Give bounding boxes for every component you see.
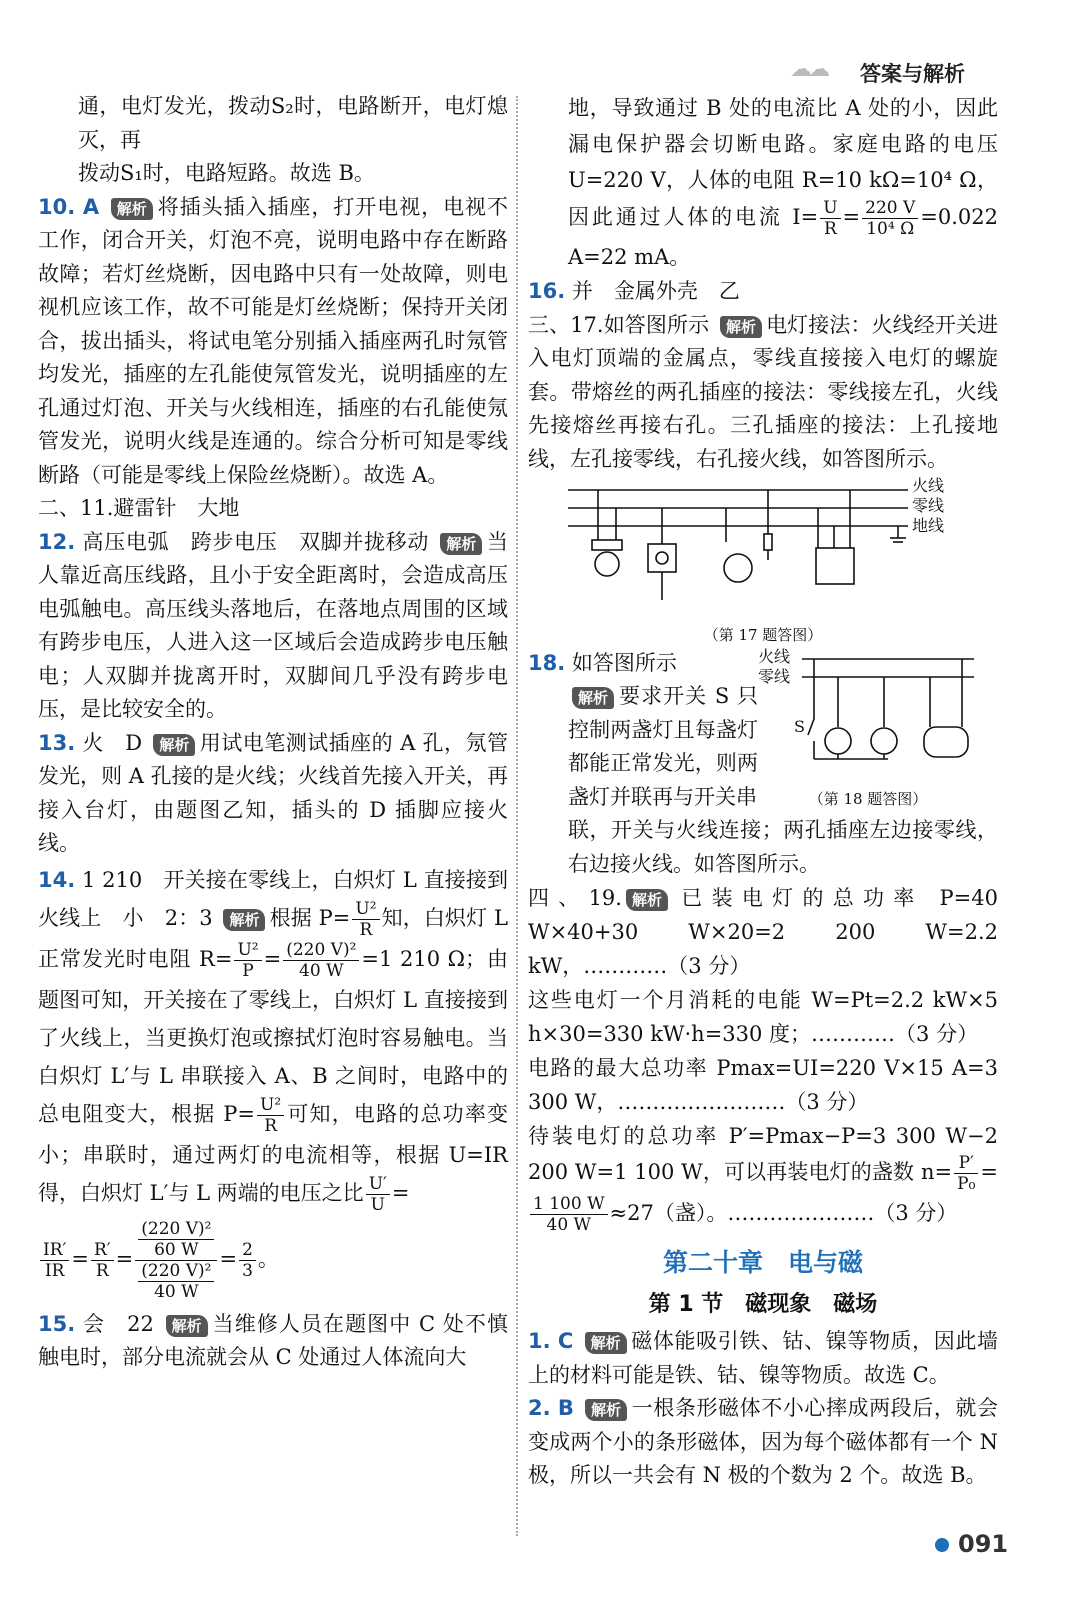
analysis-badge: 解析 [585,1332,627,1354]
live-wire-label: 火线 [758,646,791,666]
analysis-badge: 解析 [720,316,762,338]
page-number-dot-icon [935,1538,949,1552]
ground-wire-label: 地线 [912,516,945,535]
section-answer-2: 2. B 解析 一根条形磁体不小心摔成两段后，就会变成两个小的条形磁体，因为每个磁体都有一个 N 极，所以一共会有 N 极的个数为 2 个。故选 B。 [528,1396,998,1487]
formula-fraction: $\frac{\text{U²}}{R}$ [352,899,379,940]
continued-text: 地，导致通过 B 处的电流比 A 处的小，因此漏电保护器会切断电路。家庭电路的电压 U=220 V，人体的电阻 R=10 kΩ=10⁴ Ω，因此通过人体的电流 I= $\frac{U}{R}$ = $\frac{220 V}{\text{10⁴ Ω}}$ =0.022 A=22 mA。 [568,96,998,269]
analysis-badge: 解析 [223,909,265,931]
answer-15: 15. 会 22 解析 当维修人员在题图中 C 处不慎触电时，部分电流就会从 C 处通过人体流向大 [38,1311,508,1369]
section-answer-1: 1. C 解析 磁体能吸引铁、钴、镍等物质，因此墙上的材料可能是铁、钴、镍等物质。故选 C。 [528,1329,998,1387]
answer-18: 18. 如答图所示 解析 要求开关 S 只控制两盏灯且每盏灯都能正常发光，则两盏灯并联再与开关串 火线 零线 S （第 18 题答图） [528,647,998,815]
formula-fraction: $\frac{\text{U²}}{P}$ [234,940,261,981]
answer-17: 三、17.如答图所示 解析 电灯接法：火线经开关进入电灯顶端的金属点，零线直接接入电灯的螺旋套。带熔丝的两孔插座的接法：零线接左孔，火线先接熔丝再接右孔。三孔插座的接法：上孔接地线，左孔接零线，右孔接火线，如答图所示。 [528,312,999,471]
answer-10: 10. A 解析 将插头插入插座，打开电视，电视不工作，闭合开关，灯泡不亮，说明电路中存在断路故障；若灯丝烧断，因电路中只有一处故障，则电视机应该工作，故不可能是灯丝烧断；保持开关闭合，拔出插头，将试电笔分别插入插座两孔时氖管均发光，插座的左孔能使氖管发光，说明插座的左孔通过灯泡、开关与火线相连，插座的右孔能使氖管发光，说明火线是连通的。综合分析可知是零线断路（可能是零线上保险丝烧断）。故选 A。 [38,194,509,487]
answer-11: 二、11.避雷针 大地 [38,496,240,520]
page-number: 091 [958,1530,1009,1558]
live-wire-label: 火线 [912,476,945,495]
analysis-badge: 解析 [585,1399,627,1421]
circuit-diagram-18 [758,647,978,777]
logo-icon: ☁☁ [790,57,826,82]
figure-17 [528,476,998,647]
answer-14: 14. 1 210 开关接在零线上，白炽灯 L 直接接到火线上 小 2：3 解析 根据 P= $\frac{\text{U²}}{R}$ 知，白炽灯 L 正常发光时电阻 R= $\frac{\text{U²}}{P}$ = $\frac{\text{(220 V)²}}{40 W}$ =1 210 Ω；由题图可知，开关接在了零线上，白炽灯 L 直接接到了火线上，当更换灯泡或擦拭灯泡时容易触电。当白炽灯 L′与 L 串联接入 A、B 之间时，电路中的总电阻变大，根据 P= $\frac{\text{U²}}{R}$ 可知，电路的总功率变小；串联时，通过两灯的电流相等，根据 U=IR 得，白炽灯 L′与 L 两端的电压之比 $\frac{U'}{U}$ = [38,867,508,1215]
analysis-badge: 解析 [153,734,195,756]
chapter-title: 第二十章 电与磁 [662,1248,863,1277]
answer-12: 12. 高压电弧 跨步电压 双脚并拢移动 解析 当人靠近高压线路，且小于安全距离时，会造成高压电弧触电。高压线头落地后，在落地点周围的区域有跨步电压，人进入这一区域后会造成跨步电压触电；人双脚并拢离开时，双脚间几乎没有跨步电压，是比较安全的。 [38,529,509,721]
answer-18-cont: 联，开关与火线连接；两孔插座左边接零线，右边接火线。如答图所示。 [568,818,998,876]
neutral-wire-label: 零线 [912,496,945,515]
ratio-equation: $\frac{IR'}{IR}$ = $\frac{R'}{R}$ = $\frac{\frac{\text{(220 V)²}}{60 W}}{\frac{\text{(220 V)²}}{40 W}}$ = $\frac{2}{3}$ 。 [38,1219,508,1302]
column-divider [516,96,518,1536]
continued-text: 通，电灯发光，拨动S₂时，电路断开，电灯熄灭，再 拨动S₁时，电路短路。故选 B。 [78,94,508,185]
answer-19: 四、19. 解析 已装电灯的总功率 P=40 W×40+30 W×20=2 200 W=2.2 kW，…………（3 分） 这些电灯一个月消耗的电能 W=Pt=2.2 kW×5 h×30=330 kW·h=330 度；…………（3 分） 电路的最大总功率 Pmax=UI=220 V×15 A=3 300 W，……………………（3 分） 待装电灯的总功率 P′=Pmax−P=3 300 W−2 200 W=1 100 W，可以再装电灯的盏数 n= $\frac{P'}{\text{P₀}}$ = $\frac{1 100 W}{40 W}$ ≈27（盏）。…………………（3 分） [528,886,998,1235]
header-title: 答案与解析 [860,62,965,86]
formula-fraction: $\frac{\text{U²}}{R}$ [257,1095,284,1136]
figure-17-caption: （第 17 题答图） [703,625,823,644]
left-column [38,90,508,1375]
analysis-badge: 解析 [111,198,153,220]
answer-16: 16. 并 金属外壳 乙 [528,279,740,303]
formula-fraction: $\frac{U'}{U}$ [366,1174,390,1215]
analysis-badge: 解析 [440,533,482,555]
analysis-badge: 解析 [166,1315,208,1337]
analysis-badge: 解析 [572,687,614,709]
figure-18-caption: （第 18 题答图） [808,790,928,808]
section-title: 第 1 节 磁现象 磁场 [648,1292,878,1317]
page-header [790,55,990,87]
answer-13: 13. 火 D 解析 用试电笔测试插座的 A 孔，氖管发光，则 A 孔接的是火线；火线首先接入开关，再接入台灯，由题图乙知，插头的 D 插脚应接火线。 [38,730,508,855]
formula-fraction: $\frac{\text{(220 V)²}}{40 W}$ [283,940,359,981]
circuit-diagram-17 [528,482,948,612]
switch-label: S [794,716,805,736]
right-column [528,90,998,1493]
neutral-wire-label: 零线 [758,666,791,686]
figure-18 [758,647,978,812]
analysis-badge: 解析 [626,889,668,911]
